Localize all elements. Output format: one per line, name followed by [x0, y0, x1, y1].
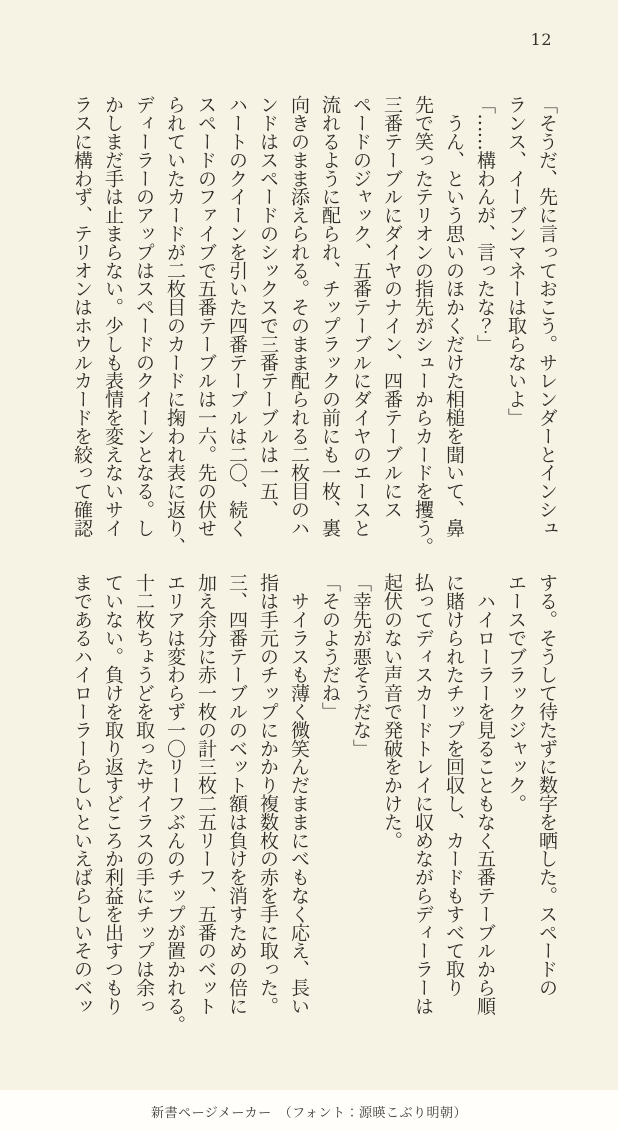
text-column: 三番テーブルにダイヤのナイン、四番テーブルにス	[381, 95, 403, 519]
page-number: 12	[530, 30, 552, 49]
text-column: 先で笑ったテリオンの指先がシューからカードを攫う。	[412, 95, 434, 556]
text-column: エリアは変わらず一〇リーフぶんのチップが置かれる。	[164, 573, 186, 1034]
text-column: 「そのようだね」	[319, 573, 341, 721]
footer-caption: 新書ページメーカー （フォント：源暎こぶり明朝）	[151, 1105, 467, 1121]
text-column: エースでブラックジャック。	[505, 573, 527, 813]
text-column: サイラスも薄く微笑んだままにべもなく応え、長い	[288, 573, 310, 1015]
text-column: 向きのまま添えられる。そのまま配られる二枚目のハ	[288, 95, 310, 537]
text-column: 指は手元のチップにかかり複数枚の赤を手に取った。	[257, 573, 279, 1015]
text-column: 流れるように配られ、チップラックの前にも一枚、裏	[319, 95, 341, 537]
text-column: 三、四番テーブルのベット額は負けを消すための倍に	[226, 573, 248, 1015]
text-column: に賭けられたチップを回収し、カードもすべて取り	[443, 573, 465, 997]
text-column: ハートのクイーンを引いた四番テーブルは二〇、続く	[226, 95, 248, 537]
text-column: スペードのファイブで五番テーブルは一六。先の伏せ	[195, 95, 217, 537]
text-column: 起伏のない声音で発破をかけた。	[381, 573, 403, 850]
text-column: かしまだ手は止まらない。少しも表情を変えないサイ	[102, 95, 124, 537]
text-column: 加え余分に赤一枚の計三枚二五リーフ、五番のベット	[195, 573, 217, 1015]
text-column: する。そうして待たずに数字を晒した。スペードの	[536, 573, 558, 997]
text-column: うん、という思いのほかくだけた相槌を聞いて、鼻	[443, 95, 465, 537]
text-column: 払ってディスカードトレイに収めながらディーラーは	[412, 573, 434, 1015]
text-column: ディーラーのアップはスペードのクイーンとなる。し	[133, 95, 155, 537]
text-column: られていたカードが二枚目のカードに掬われ表に返り、	[164, 95, 186, 556]
text-column: 「……構わんが、言ったな？」	[474, 95, 496, 353]
text-column: まであるハイローラーらしいといえばらしいそのベッ	[71, 573, 93, 1015]
text-column: ラスに構わず、テリオンはホウルカードを絞って確認	[71, 95, 93, 537]
text-column: ランス、イーブンマネーは取らないよ」	[505, 95, 527, 427]
text-band-top	[66, 95, 562, 555]
text-column: ていない。負けを取り返すどころか利益を出すつもり	[102, 573, 124, 1015]
text-band-bottom	[66, 573, 562, 1033]
text-column: 十二枚ちょうどを取ったサイラスの手にチップは余っ	[133, 573, 155, 1015]
text-column: 「幸先が悪そうだな」	[350, 573, 372, 758]
footer-bar	[0, 1090, 618, 1132]
text-column: ンドはスペードのシックスで三番テーブルは一五、	[257, 95, 279, 519]
text-column: 「そうだ、先に言っておこう。サレンダーとインシュ	[536, 95, 558, 537]
text-column: ペードのジャック、五番テーブルにダイヤのエースと	[350, 95, 372, 537]
text-column: ハイローラーを見ることもなく五番テーブルから順	[474, 573, 496, 1015]
